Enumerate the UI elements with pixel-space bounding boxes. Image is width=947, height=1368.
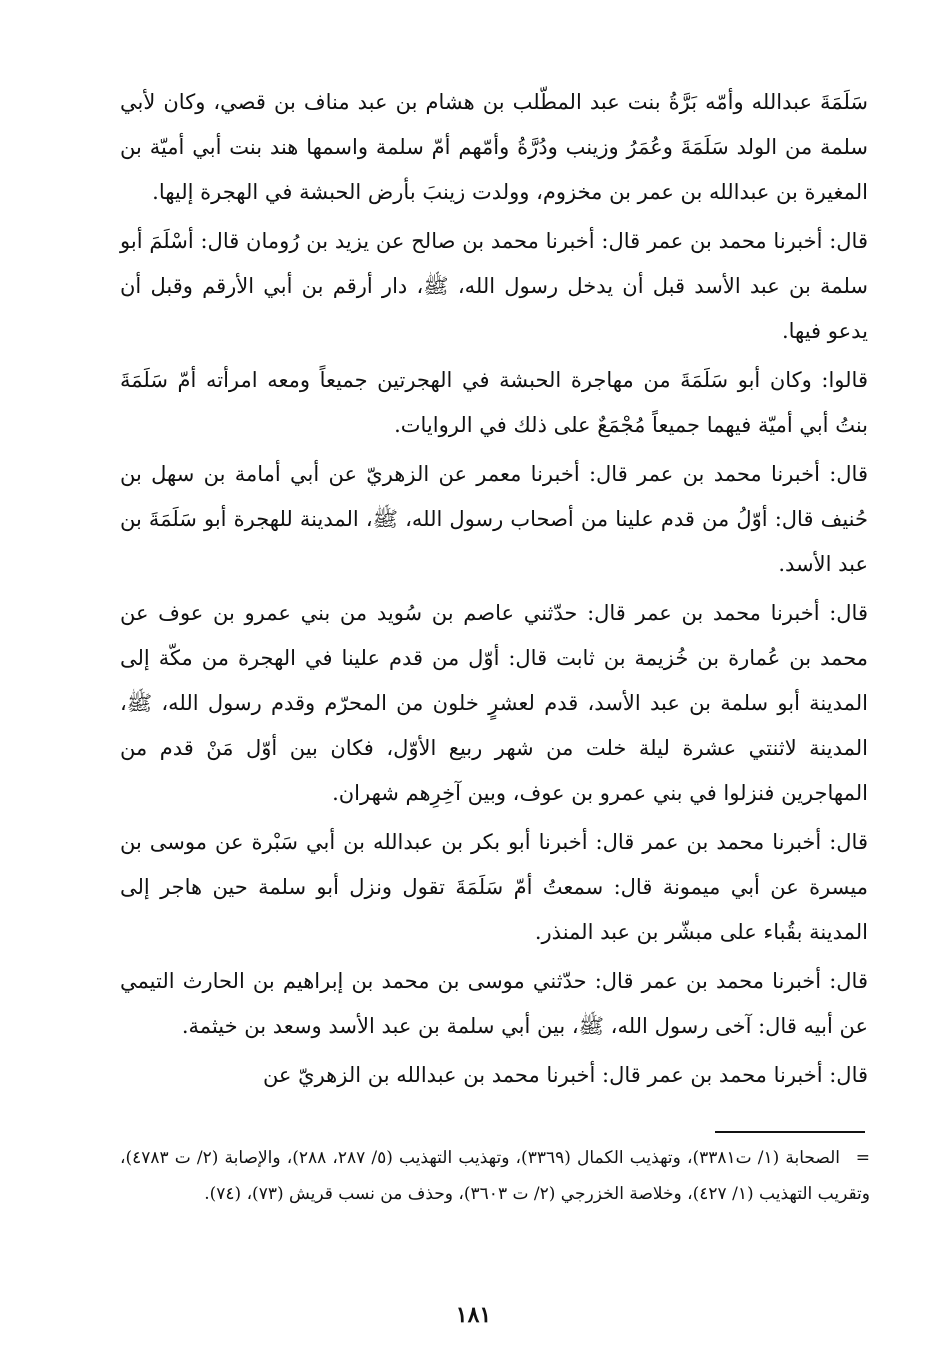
paragraph-2: قال: أخبرنا محمد بن عمر قال: أخبرنا محمد بن صالح عن يزيد بن رُومان قال: أسْلَمَ أبو سلمة بن عبد الأسد قبل أن يدخل رسول الله، ﷺ، دار أرقم بن أبي الأرقم وقبل أن يدعو فيها.	[120, 229, 868, 343]
footnote	[120, 1140, 870, 1212]
page-number: ١٨١	[455, 1302, 492, 1328]
paragraph-1: سَلَمَةَ عبدالله وأمّه بَرَّةُ بنت عبد المطّلب بن هشام بن عبد مناف بن قصي، وكان لأبي سلمة من الولد سَلَمَةَ وعُمَرُ وزينب ودُرَّةُ وأمّهم أمّ سلمة واسمها هند بنت أبي أميّة بن المغيرة بن عبدالله بن عمر بن مخزوم، وولدت زينبَ بأرض الحبشة في الهجرة إليها.	[120, 90, 868, 204]
footnote-text: الصحابة (١/ ت٣٣٨١)، وتهذيب الكمال (٣٣٦٩)، وتهذيب التهذيب (٥/ ٢٨٧، ٢٨٨)، والإصابة (٢/ ت ٤٧٨٣)، وتقريب التهذيب (١/ ٤٢٧)، وخلاصة الخزرجي (٢/ ت ٣٦٠٣)، وحذف من نسب قريش (٧٣)، (٧٤).	[120, 1148, 870, 1204]
paragraph-7: قال: أخبرنا محمد بن عمر قال: حدّثني موسى بن محمد بن إبراهيم بن الحارث التيمي عن أبيه قال: آخى رسول الله، ﷺ، بين أبي سلمة بن عبد الأسد وسعد بن خيثمة.	[120, 969, 868, 1038]
footnote-marker: =	[855, 1148, 871, 1168]
main-text	[120, 80, 868, 1102]
paragraph-5: قال: أخبرنا محمد بن عمر قال: حدّثني عاصم بن سُويد من بني عمرو بن عوف عن محمد بن عُمارة بن خُزيمة بن ثابت قال: أوّل من قدم علينا في الهجرة من مكّة إلى المدينة أبو سلمة بن عبد الأسد، قدم لعشرٍ خلون من المحرّم وقدم رسول الله، ﷺ، المدينة لاثنتي عشرة ليلة خلت من شهر ربيع الأوّل، فكان بين أوّل مَنْ قدم من المهاجرين فنزلوا في بني عمرو بن عوف، وبين آخِرِهم شهران.	[120, 601, 868, 805]
paragraph-8: قال: أخبرنا محمد بن عمر قال: أخبرنا محمد بن عبدالله بن الزهريّ عن	[262, 1063, 868, 1087]
paragraph-3: قالوا: وكان أبو سَلَمَةَ من مهاجرة الحبشة في الهجرتين جميعاً ومعه امرأته أمّ سَلَمَةَ بنتُ أبي أميّة فيهما جميعاً مُجْمَعٌ على ذلك في الروايات.	[120, 368, 868, 437]
paragraph-6: قال: أخبرنا محمد بن عمر قال: أخبرنا أبو بكر بن عبدالله بن أبي سَبْرة عن موسى بن ميسرة عن أبي ميمونة قال: سمعتُ أمّ سَلَمَةَ تقول ونزل أبو سلمة حين هاجر إلى المدينة بقُباء على مبشّر بن عبد المنذر.	[120, 830, 868, 944]
footnote-divider	[715, 1131, 865, 1133]
paragraph-4: قال: أخبرنا محمد بن عمر قال: أخبرنا معمر عن الزهريّ عن أبي أمامة بن سهل بن حُنيف قال: أوّلُ من قدم علينا من أصحاب رسول الله، ﷺ، المدينة للهجرة أبو سَلَمَةَ بن عبد الأسد.	[120, 462, 868, 576]
